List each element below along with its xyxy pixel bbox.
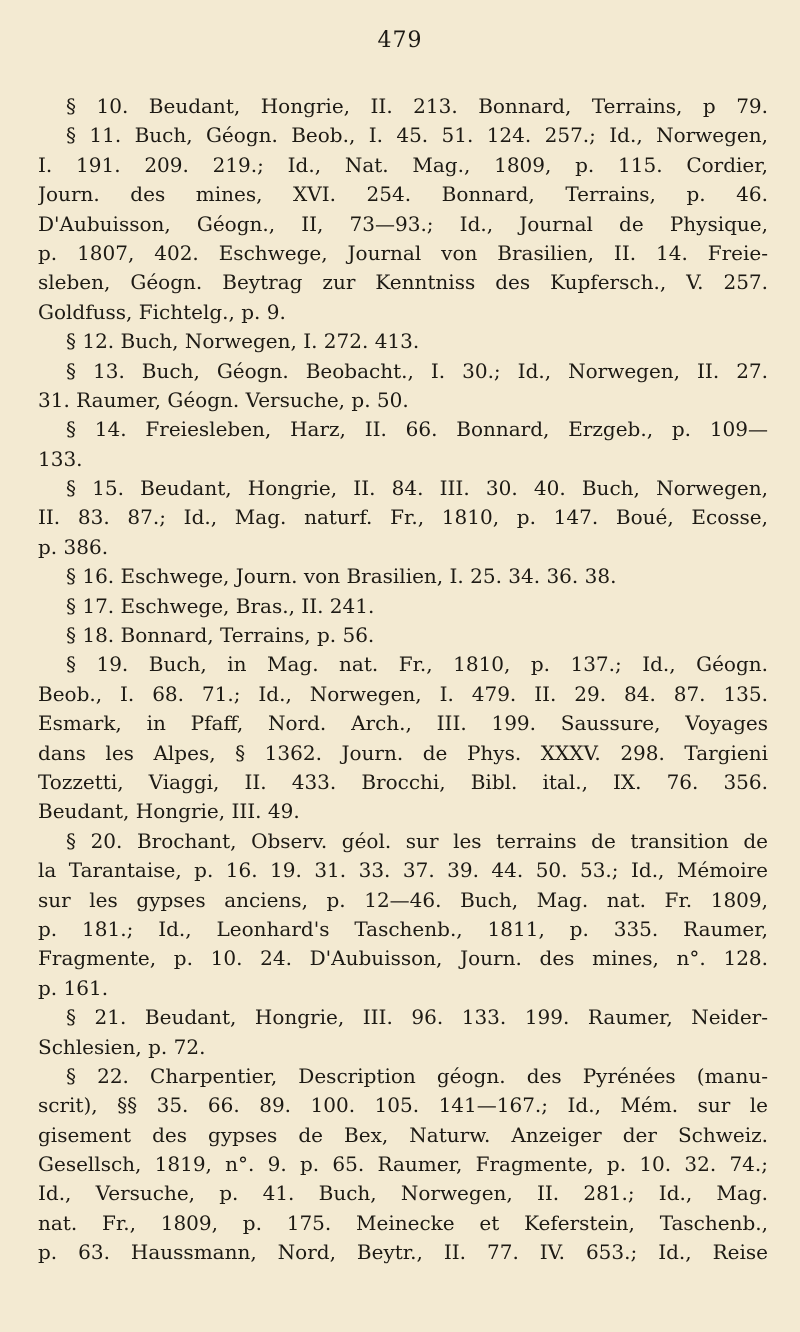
text-line: Tozzetti, Viaggi, II. 433. Brocchi, Bibl. ital., IX. 76. 356. <box>38 769 768 794</box>
text-line: § 11. Buch, Géogn. Beob., I. 45. 51. 124. 257.; Id., Norwegen, <box>66 123 768 148</box>
text-line: Goldfuss, Fichtelg., p. 9. <box>38 299 286 324</box>
text-line: § 22. Charpentier, Description géogn. des Pyrénées (manu- <box>66 1063 768 1088</box>
text-line: § 16. Eschwege, Journ. von Brasilien, I. 25. 34. 36. 38. <box>66 564 617 589</box>
text-line: scrit), §§ 35. 66. 89. 100. 105. 141—167.; Id., Mém. sur le <box>38 1093 768 1118</box>
text-line: § 18. Bonnard, Terrains, p. 56. <box>66 623 375 648</box>
text-line: p. 63. Haussmann, Nord, Beytr., II. 77. IV. 653.; Id., Reise <box>38 1240 768 1265</box>
text-line: Beudant, Hongrie, III. 49. <box>38 799 300 824</box>
text-line: Id., Versuche, p. 41. Buch, Norwegen, II. 281.; Id., Mag. <box>38 1181 768 1206</box>
text-line: nat. Fr., 1809, p. 175. Meinecke et Keferstein, Taschenb., <box>38 1210 768 1235</box>
page-number: 479 <box>377 28 423 53</box>
text-line: Schlesien, p. 72. <box>38 1034 206 1059</box>
text-line: Journ. des mines, XVI. 254. Bonnard, Terrains, p. 46. <box>38 182 768 207</box>
text-line: p. 386. <box>38 534 109 559</box>
text-line: gisement des gypses de Bex, Naturw. Anzeiger der Schweiz. <box>38 1122 768 1147</box>
text-line: sur les gypses anciens, p. 12—46. Buch, Mag. nat. Fr. 1809, <box>38 887 768 912</box>
text-line: Beob., I. 68. 71.; Id., Norwegen, I. 479. II. 29. 84. 87. 135. <box>38 681 768 706</box>
text-line: § 12. Buch, Norwegen, I. 272. 413. <box>66 329 420 354</box>
text-line: § 21. Beudant, Hongrie, III. 96. 133. 199. Raumer, Neider- <box>66 1005 768 1030</box>
text-line: p. 181.; Id., Leonhard's Taschenb., 1811, p. 335. Raumer, <box>38 916 768 941</box>
text-line: § 13. Buch, Géogn. Beobacht., I. 30.; Id., Norwegen, II. 27. <box>66 358 768 383</box>
text-line: I. 191. 209. 219.; Id., Nat. Mag., 1809, p. 115. Cordier, <box>38 152 768 177</box>
text-line: sleben, Géogn. Beytrag zur Kenntniss des Kupfersch., V. 257. <box>38 270 768 295</box>
text-line: § 17. Eschwege, Bras., II. 241. <box>66 593 375 618</box>
text-line: dans les Alpes, § 1362. Journ. de Phys. XXXV. 298. Targieni <box>38 740 768 765</box>
text-line: 133. <box>38 446 83 471</box>
text-line: p. 161. <box>38 975 109 1000</box>
text-line: Esmark, in Pfaff, Nord. Arch., III. 199. Saussure, Voyages <box>38 711 768 736</box>
text-line: p. 1807, 402. Eschwege, Journal von Brasilien, II. 14. Freie- <box>38 240 768 265</box>
text-line: D'Aubuisson, Géogn., II, 73—93.; Id., Journal de Physique, <box>38 211 768 236</box>
text-line: 31. Raumer, Géogn. Versuche, p. 50. <box>38 387 409 412</box>
text-line: § 20. Brochant, Observ. géol. sur les terrains de transition de <box>66 828 768 853</box>
text-line: Fragmente, p. 10. 24. D'Aubuisson, Journ. des mines, n°. 128. <box>38 946 768 971</box>
text-line: § 19. Buch, in Mag. nat. Fr., 1810, p. 137.; Id., Géogn. <box>66 652 768 677</box>
text-line: la Tarantaise, p. 16. 19. 31. 33. 37. 39. 44. 50. 53.; Id., Mémoire <box>38 858 768 883</box>
text-line: Gesellsch, 1819, n°. 9. p. 65. Raumer, Fragmente, p. 10. 32. 74.; <box>38 1152 768 1177</box>
text-line: § 15. Beudant, Hongrie, II. 84. III. 30. 40. Buch, Norwegen, <box>66 476 768 501</box>
text-line: § 10. Beudant, Hongrie, II. 213. Bonnard, Terrains, p 79. <box>66 94 768 118</box>
text-line: II. 83. 87.; Id., Mag. naturf. Fr., 1810, p. 147. Boué, Ecosse, <box>38 505 768 530</box>
text-line: § 14. Freiesleben, Harz, II. 66. Bonnard, Erzgeb., p. 109— <box>66 417 768 442</box>
reference-notes <box>38 92 768 1268</box>
